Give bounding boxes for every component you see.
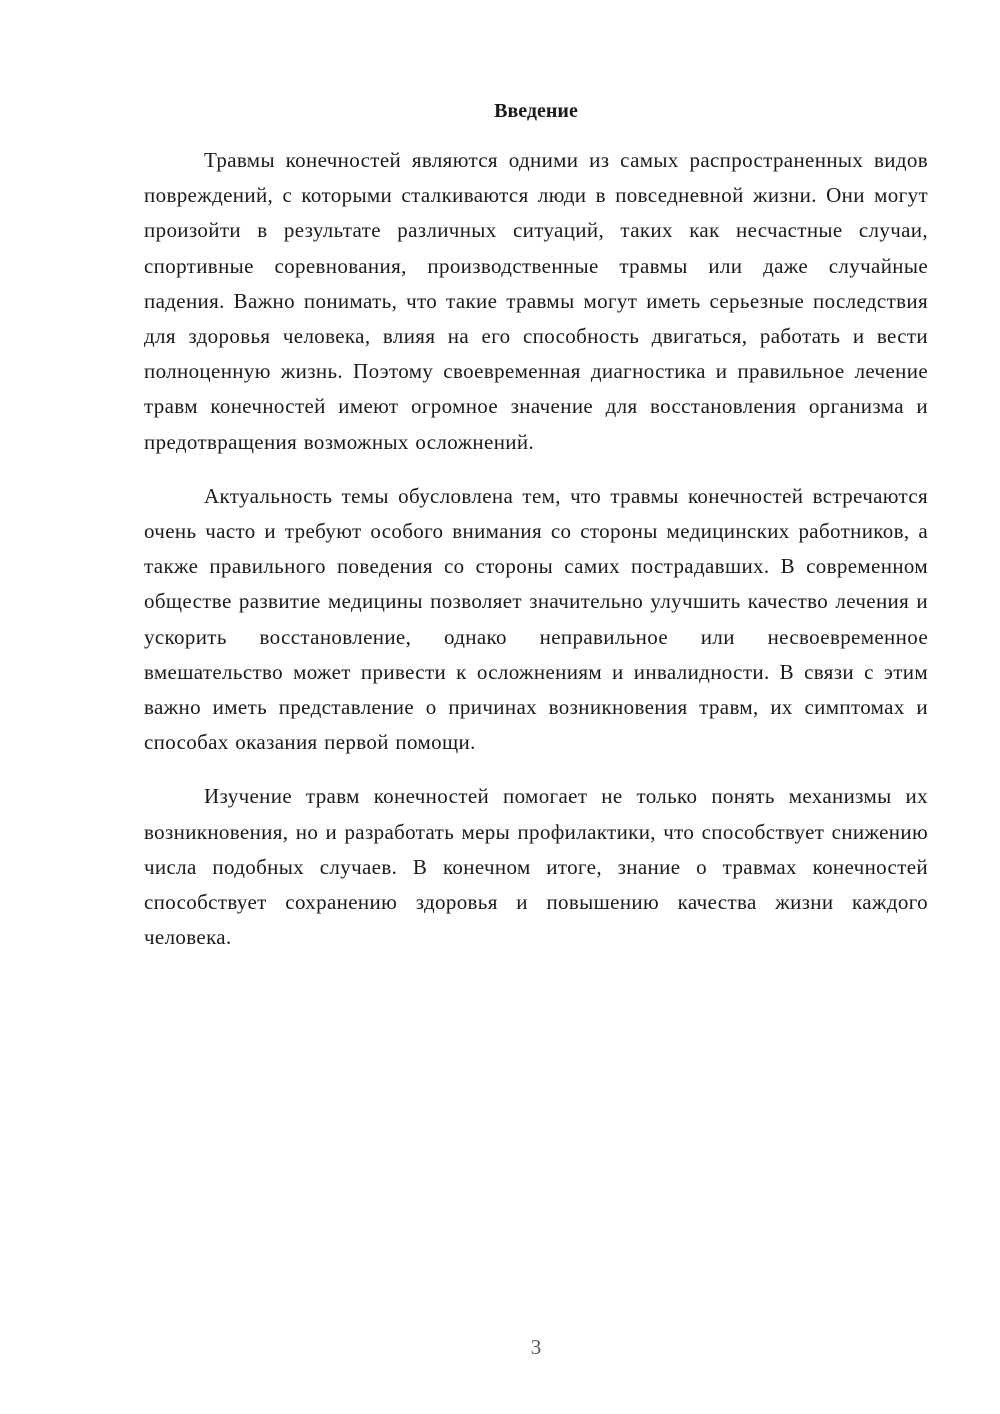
page-number: 3	[530, 1335, 542, 1359]
paragraph-1: Травмы конечностей являются одними из самых распространенных видов повреждений, с которыми сталкиваются люди в повседневной жизни. Они могут произойти в результате различных ситуаций, таких как несчастные случаи, спортивные соревнования, производственные травмы или даже случайные падения. Важно понимать, что такие травмы могут иметь серьезные последствия для здоровья человека, влияя на его способность двигаться, работать и вести полноценную жизнь. Поэтому своевременная диагностика и правильное лечение травм конечностей имеют огромное значение для восстановления организма и предотвращения возможных осложнений.	[144, 148, 928, 454]
paragraph-2: Актуальность темы обусловлена тем, что травмы конечностей встречаются очень часто и требуют особого внимания со стороны медицинских работников, а также правильного поведения со стороны самих пострадавших. В современном обществе развитие медицины позволяет значительно улучшить качество лечения и ускорить восстановление, однако неправильное или несвоевременное вмешательство может привести к осложнениям и инвалидности. В связи с этим важно иметь представление о причинах возникновения травм, их симптомах и способах оказания первой помощи.	[144, 483, 928, 755]
paragraph-3: Изучение травм конечностей помогает не только понять механизмы их возникновения, но и разработать меры профилактики, что способствует снижению числа подобных случаев. В конечном итоге, знание о травмах конечностей способствует сохранению здоровья и повышению качества жизни каждого человека.	[144, 784, 928, 950]
section-heading: Введение	[494, 100, 578, 122]
body-text	[144, 143, 928, 974]
